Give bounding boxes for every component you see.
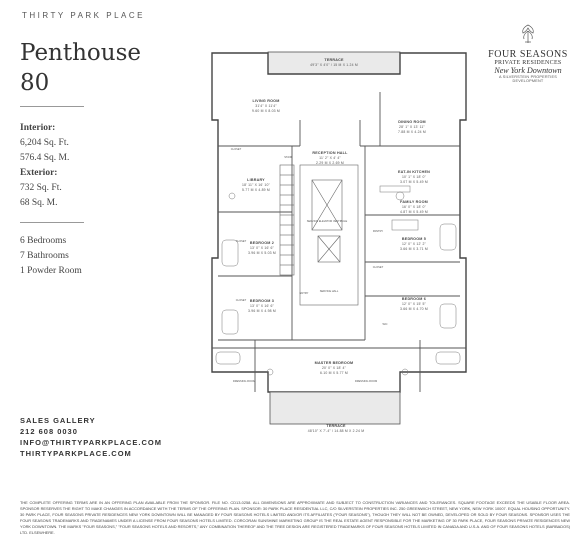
living-room-label: LIVING ROOM bbox=[252, 99, 280, 103]
dining-room-dim1: 28' 1" X 13' 11" bbox=[399, 125, 425, 129]
bedroom6-dim1: 12' 0" X 15' 5" bbox=[401, 302, 427, 306]
bedroom6-label: BEDROOM 6 bbox=[401, 297, 427, 301]
bedroom6-dim2: 3.66 M X 4.70 M bbox=[400, 307, 428, 311]
terrace-top-dim: 49'3" X 4'0" / 15 M X 1.24 M bbox=[310, 63, 358, 67]
family-room-dim2: 4.87 M X 5.49 M bbox=[400, 210, 428, 214]
library-dim2: 5.77 M X 4.89 M bbox=[242, 188, 270, 192]
service-hall-label: SERVICE HALL bbox=[319, 290, 339, 293]
living-room-dim1: 31'4" X 11'4" bbox=[255, 104, 277, 108]
bedroom3-dim1: 13' 0" X 16' 6" bbox=[249, 304, 275, 308]
dressing-room-left-label: DRESSING ROOM bbox=[232, 380, 256, 383]
bedroom5-dim2: 3.66 M X 3.71 M bbox=[400, 247, 428, 251]
master-bedroom-label: MASTER BEDROOM bbox=[314, 361, 354, 365]
bedroom2-dim2: 3.96 M X 5.03 M bbox=[248, 251, 276, 255]
stair-label: STAIR bbox=[284, 156, 292, 159]
reception-hall-dim1: 11' 2" X 4' 4" bbox=[319, 156, 341, 160]
dining-room-dim2: 7.88 M X 4.24 M bbox=[398, 130, 426, 134]
terrace-bottom-area bbox=[270, 392, 400, 424]
bathrooms-count: 7 Bathrooms bbox=[20, 251, 69, 261]
reception-hall-dim2: 2.29 M X 2.69 M bbox=[316, 161, 344, 165]
sales-contact bbox=[20, 415, 162, 459]
pantry-label: PANTRY bbox=[372, 230, 384, 233]
family-room-dim1: 16' 0" X 18' 0" bbox=[401, 205, 427, 209]
eatin-kitchen-dim2: 3.07 M X 5.49 M bbox=[400, 180, 428, 184]
bedroom5-label: BEDROOM 5 bbox=[401, 237, 427, 241]
exterior-sqft: 732 Sq. Ft. bbox=[20, 183, 62, 193]
bedrooms-count: 6 Bedrooms bbox=[20, 236, 67, 246]
interior-sqft: 6,204 Sq. Ft. bbox=[20, 138, 69, 148]
brand-name: THIRTY PARK PLACE bbox=[22, 11, 145, 20]
logo-line2: PRIVATE RESIDENCES bbox=[494, 60, 562, 66]
logo-line3: New York Downtown bbox=[494, 66, 562, 75]
website-link[interactable]: THIRTYPARKPLACE.COM bbox=[20, 449, 132, 458]
closet-label-a: CLOSET bbox=[230, 148, 242, 151]
bedroom5-dim1: 12' 0" X 12' 2" bbox=[401, 242, 427, 246]
master-bedroom-dim2: 6.10 M X 5.77 M bbox=[320, 371, 348, 375]
exterior-label: Exterior: bbox=[20, 168, 58, 178]
closet-label-b: CLOSET bbox=[235, 240, 247, 243]
closet-label-c: CLOSET bbox=[235, 299, 247, 302]
wc-label: W/C bbox=[382, 323, 388, 326]
family-room-label: FAMILY ROOM bbox=[400, 200, 428, 204]
bedroom2-label: BEDROOM 2 bbox=[249, 241, 275, 245]
powder-count: 1 Powder Room bbox=[20, 266, 82, 276]
bedroom3-label: BEDROOM 3 bbox=[249, 299, 275, 303]
entry-label: ENTRY bbox=[299, 292, 309, 295]
dining-room-label: DINING ROOM bbox=[398, 120, 426, 124]
sales-email-link[interactable]: INFO@THIRTYPARKPLACE.COM bbox=[20, 438, 163, 447]
terrace-bottom-dim: 48'10" X 7'-4" / 14.88 M X 2.24 M bbox=[307, 429, 365, 433]
living-room-dim2: 9.60 M X 8.03 M bbox=[252, 109, 280, 113]
closet-label-d: CLOSET bbox=[372, 266, 384, 269]
bedroom3-dim2: 3.96 M X 4.98 M bbox=[248, 309, 276, 313]
sales-gallery-label: SALES GALLERY bbox=[20, 416, 96, 425]
bedroom2-dim1: 13' 0" X 16' 6" bbox=[249, 246, 275, 250]
terrace-top-label: TERRACE bbox=[324, 58, 344, 62]
logo-line4: A SILVERSTEIN PROPERTIES DEVELOPMENT bbox=[498, 75, 558, 83]
interior-label: Interior: bbox=[20, 123, 56, 133]
unit-title-line1: Penthouse bbox=[20, 40, 141, 66]
sales-phone[interactable]: 212 608 0030 bbox=[20, 427, 78, 436]
library-label: LIBRARY bbox=[247, 178, 265, 182]
eatin-kitchen-label: EAT-IN KITCHEN bbox=[397, 170, 431, 174]
terrace-bottom-label: TERRACE bbox=[326, 424, 346, 428]
dressing-room-right-label: DRESSING ROOM bbox=[354, 380, 378, 383]
eatin-kitchen-dim1: 10' 1" X 18' 0" bbox=[401, 175, 427, 179]
library-dim1: 18' 11" X 16' 10" bbox=[242, 183, 270, 187]
legal-disclaimer: THE COMPLETE OFFERING TERMS ARE IN AN OFFERING PLAN AVAILABLE FROM THE SPONSOR. FILE NO. CD13-0258. ALL DIMENSIONS ARE APPROXIMATE AND SUBJECT TO CONSTRUCTION VARIANCES AND TOLERANCES. SQUARE FOOTAGE EXCEEDS THE USABLE FLOOR AREA. SPONSOR RESERVES THE RIGHT TO MAKE CHANGES IN ACCORDANCE WITH THE TERMS OF THE OFFERING PLAN. SPONSOR: 30 PARK PLACE RESIDENTIAL LLC, C/O SILVERSTEIN PROPERTIES INC. 250 GREENWICH STREET, NEW YORK, NEW YORK 10007. EQUAL HOUSING OPPORTUNITY. 30 PARK PLACE, FOUR SEASONS PRIVATE RESIDENCES NEW YORK DOWNTOWN WILL BE MANAGED BY FOUR SEASONS HOTELS LIMITED AND/OR ITS AFFILIATES ("FOUR SEASONS"), THOUGH THEY WILL NOT BE OWNED, DEVELOPED OR SOLD BY FOUR SEASONS. SPONSOR USES THE FOUR SEASONS TRADEMARKS AND TRADENAMES UNDER A LICENSE FROM FOUR SEASONS HOTELS LIMITED. CORCORAN SUNSHINE MARKETING GROUP IS THE REAL ESTATE AGENT RESPONSIBLE FOR THE MARKETING OF 30 PARK PLACE, FOUR SEASONS PRIVATE RESIDENCES NEW YORK DOWNTOWN. THE MARKS "FOUR SEASONS," "FOUR SEASONS HOTELS AND RESORTS," ANY COMBINATION THEREOF AND THE TREE DESIGN ARE REGISTERED TRADEMARKS OF FOUR SEASONS HOTELS LIMITED IN CANADA AND U.S.A. AND OF FOUR SEASONS HOTELS (BARBADOS) LTD. ELSEWHERE. bbox=[20, 500, 570, 535]
service-label: SERVICE ELEVATOR VESTIBULE bbox=[306, 220, 348, 223]
logo-line1: FOUR SEASONS bbox=[488, 49, 568, 60]
reception-hall-label: RECEPTION HALL bbox=[312, 151, 348, 155]
unit-title-line2: 80 bbox=[20, 70, 50, 96]
master-bedroom-dim1: 20' 0" X 18' 4" bbox=[321, 366, 347, 370]
interior-sqm: 576.4 Sq. M. bbox=[20, 153, 70, 163]
exterior-sqm: 68 Sq. M. bbox=[20, 198, 58, 208]
